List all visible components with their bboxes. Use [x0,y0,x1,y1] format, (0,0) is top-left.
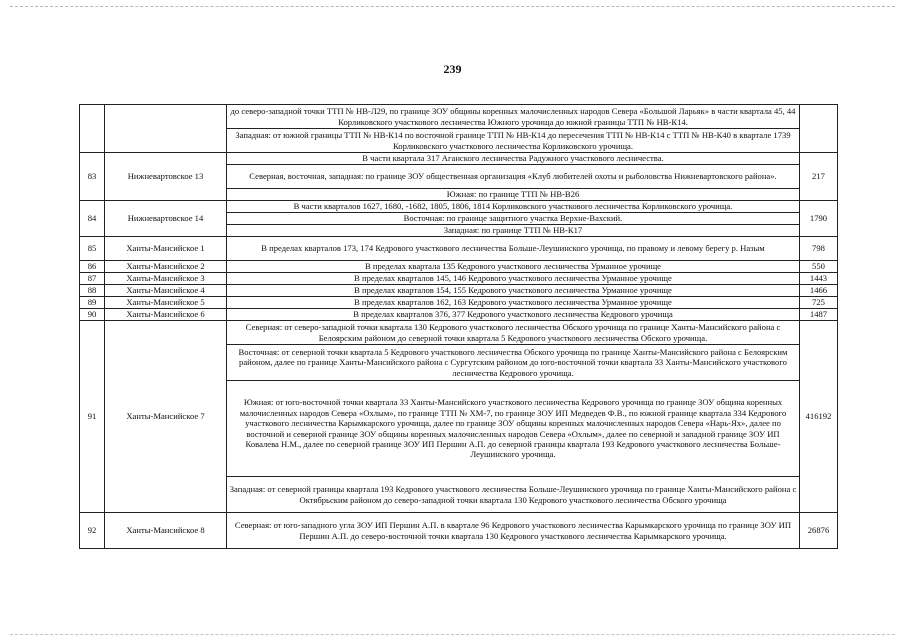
row-number-cell: 90 [80,309,105,321]
table-row [80,309,838,321]
boundary-description-cell: В пределах кварталов 376, 377 Кедрового участкового лесничества Кедрового урочища [227,309,800,321]
boundary-description-cell: Южная: от юго-восточной точки квартала 33 Ханты-Мансийского участкового лесничества Кедрового урочища по границе ЗОУ община коренных малочисленных народов Севера «Охлым», по границе ТТП № ХМ-7, по границе ЗОУ ИП Медведев Ф.В., по южной границе квартала 334 Кедрового участкового лесничества Карымкарского урочища, далее по границе ЗОУ общины коренных малочисленных народов Севера «Нарь-Ях», далее по восточной и северной границе ЗОУ общины коренных малочисленных народов Севера «Охлым», далее по северной и западной границе ЗОУ ИП Ковалева Н.М., далее по северной границе ЗОУ ИП Першин А.П. до северной границы квартала 193 Кедрового участкового лесничества Больше-Леушинского урочища. [227,381,800,477]
table-row [80,321,838,345]
row-number-cell: 92 [80,513,105,549]
boundary-description-cell: Северная: от северо-западной точки квартала 130 Кедрового участкового лесничества Обского урочища по границе Ханты-Мансийского района с Белоярским районом до северной точки квартала 5 Кедрового участкового лесничества Обского урочища. [227,321,800,345]
area-value-cell: 1790 [800,201,838,237]
area-name-cell [105,105,227,153]
area-name-cell: Ханты-Мансийское 8 [105,513,227,549]
row-number-cell: 85 [80,237,105,261]
table-row [80,285,838,297]
area-value-cell: 1466 [800,285,838,297]
boundary-description-cell: до северо-западной точки ТТП № НВ-Л29, по границе ЗОУ общины коренных малочисленных народов Севера «Большой Ларьяк» в части квартала 45, 44 Корликовского участкового лесничества Южного урочища до южной границы ТТП № НВ-К14. [227,105,800,129]
row-number-cell: 91 [80,321,105,513]
row-number-cell: 83 [80,153,105,201]
row-number-cell: 89 [80,297,105,309]
boundary-description-cell: Восточная: от северной точки квартала 5 Кедрового участкового лесничества Обского урочища по границе Ханты-Мансийского района с Белоярским районом, далее по границе Ханты-Мансийского района с Сургутским районом до юго-восточной точки квартала 33 Ханты-Мансийского участкового лесничества Кедрового урочища. [227,345,800,381]
row-number-cell: 86 [80,261,105,273]
area-name-cell: Нижневартовское 13 [105,153,227,201]
area-value-cell: 26876 [800,513,838,549]
scan-top-edge [10,6,895,7]
boundary-description-cell: В части кварталов 1627, 1680, -1682, 1805, 1806, 1814 Корликовского участкового лесничества Корликовского урочища. [227,201,800,213]
row-number-cell [80,105,105,153]
area-name-cell: Ханты-Мансийское 1 [105,237,227,261]
row-number-cell: 88 [80,285,105,297]
area-value-cell: 1443 [800,273,838,285]
row-number-cell: 87 [80,273,105,285]
boundary-description-cell: Западная: по границе ТТП № НВ-К17 [227,225,800,237]
land-boundaries-table [79,104,838,549]
boundary-description-cell: Западная: от северной границы квартала 193 Кедрового участкового лесничества Больше-Леушинского урочища по границе Ханты-Мансийского района с Октябрьским районом до северо-западной точки квартала 130 Кедрового участкового лесничества Обского урочища [227,477,800,513]
boundary-description-cell: Западная: от южной границы ТТП № НВ-К14 по восточной границе ТТП № НВ-К14 до пересечения ТТП № НВ-К14 с ТТП № НВ-К40 в квартале 1739 Корликовского участкового лесничества Корликовского урочища. [227,129,800,153]
area-name-cell: Ханты-Мансийское 2 [105,261,227,273]
area-name-cell: Ханты-Мансийское 5 [105,297,227,309]
area-value-cell: 416192 [800,321,838,513]
boundary-description-cell: В пределах кварталов 154, 155 Кедрового участкового лесничества Урманное урочище [227,285,800,297]
boundary-description-cell: Восточная: по границе защитного участка Верхне-Вахский. [227,213,800,225]
boundary-description-cell: Южная: по границе ТТП № НВ-В26 [227,189,800,201]
area-name-cell: Ханты-Мансийское 4 [105,285,227,297]
area-value-cell: 217 [800,153,838,201]
area-name-cell: Ханты-Мансийское 3 [105,273,227,285]
area-value-cell: 1487 [800,309,838,321]
table-row [80,237,838,261]
boundary-description-cell: Северная: от юго-западного угла ЗОУ ИП Першин А.П. в квартале 96 Кедрового участкового лесничества Карымкарского урочища по границе ЗОУ ИП Першин А.П. до северо-восточной точки квартала 130 Кедрового участкового лесничества Карымкарского урочища. [227,513,800,549]
table-row [80,297,838,309]
area-value-cell: 725 [800,297,838,309]
table-row [80,105,838,129]
boundary-description-cell: В пределах кварталов 145, 146 Кедрового участкового лесничества Урманное урочище [227,273,800,285]
table-row [80,273,838,285]
page-number: 239 [443,62,462,76]
table-body [80,105,838,549]
scan-bottom-edge [10,634,895,635]
boundary-description-cell: В пределах кварталов 173, 174 Кедрового участкового лесничества Больше-Леушинского урочища, по правому и левому берегу р. Назым [227,237,800,261]
area-name-cell: Нижневартовское 14 [105,201,227,237]
table-row [80,513,838,549]
boundary-description-cell: Северная, восточная, западная: по границе ЗОУ общественная организация «Клуб любителей охоты и рыболовства Нижневартовского района». [227,165,800,189]
table-row [80,201,838,213]
area-value-cell [800,105,838,153]
area-value-cell: 550 [800,261,838,273]
boundary-description-cell: В пределах квартала 135 Кедрового участкового лесничества Урманное урочище [227,261,800,273]
table-row [80,153,838,165]
table-row [80,261,838,273]
boundary-description-cell: В пределах кварталов 162, 163 Кедрового участкового лесничества Урманное урочище [227,297,800,309]
area-value-cell: 798 [800,237,838,261]
row-number-cell: 84 [80,201,105,237]
area-name-cell: Ханты-Мансийское 6 [105,309,227,321]
boundary-description-cell: В части квартала 317 Аганского лесничества Радужного участкового лесничества. [227,153,800,165]
area-name-cell: Ханты-Мансийское 7 [105,321,227,513]
